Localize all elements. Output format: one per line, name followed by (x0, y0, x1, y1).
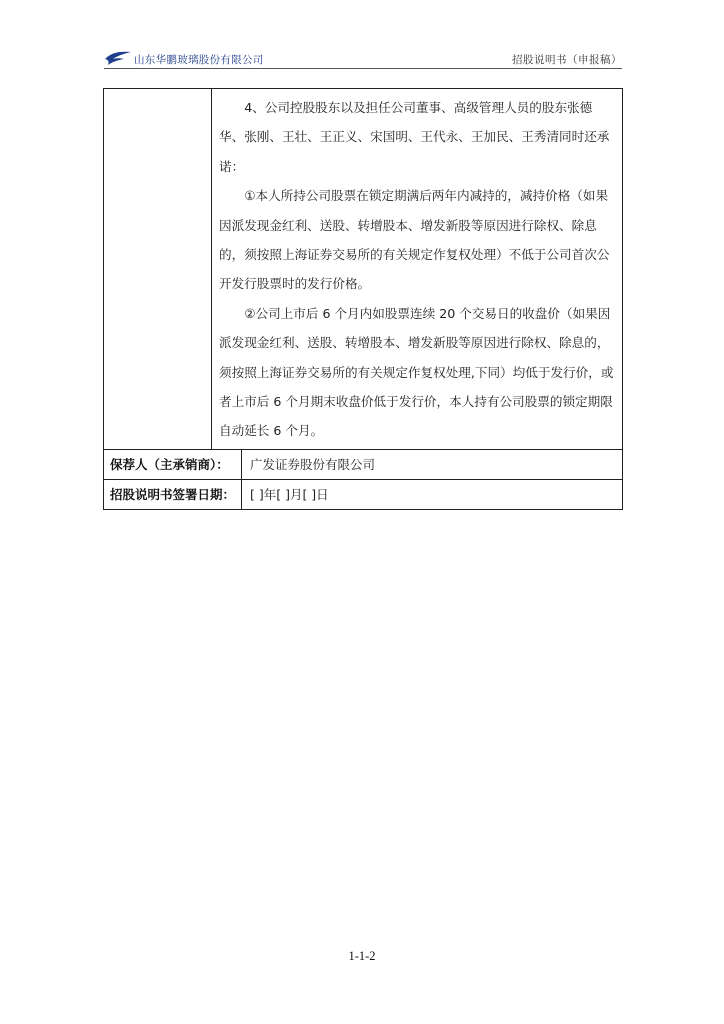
commitment-row (104, 89, 623, 450)
commitment-paragraph: 4、公司控股股东以及担任公司董事、高级管理人员的股东张德华、张刚、王壮、王正义、宋国明、王代永、王加民、王秀清同时还承诺： (219, 100, 610, 174)
sponsor-row (104, 449, 623, 479)
commitment-paragraph: ②公司上市后 6 个月内如股票连续 20 个交易日的收盘价（如果因派发现金红利、送股、转增股本、增发新股等原因进行除权、除息的，须按照上海证券交易所的有关规定作复权处理,下同）均低于发行价，或者上市后 6 个月期末收盘价低于发行价，本人持有公司股票的锁定期限自动延长 6 个月。 (219, 305, 614, 439)
signing-date-value: [ ]年[ ]月[ ]日 (242, 479, 623, 509)
bird-logo-icon (104, 50, 134, 66)
commitment-label-cell (104, 89, 212, 450)
header-divider (104, 68, 622, 69)
signing-date-label: 招股说明书签署日期： (104, 479, 242, 509)
sponsor-label: 保荐人（主承销商）： (104, 449, 242, 479)
prospectus-info-table (103, 88, 623, 510)
signing-date-row (104, 479, 623, 509)
document-type: 招股说明书（申报稿） (512, 54, 622, 66)
page-number: 1-1-2 (348, 949, 376, 963)
commitment-paragraph: ①本人所持公司股票在锁定期满后两年内减持的，减持价格（如果因派发现金红利、送股、转增股本、增发新股等原因进行除权、除息的，须按照上海证券交易所的有关规定作复权处理）不低于公司首次公开发行股票时的发行价格。 (219, 188, 610, 292)
commitment-text-cell (212, 89, 623, 450)
sponsor-value: 广发证券股份有限公司 (242, 449, 623, 479)
page-header (104, 50, 622, 68)
company-name: 山东华鹏玻璃股份有限公司 (134, 54, 264, 66)
